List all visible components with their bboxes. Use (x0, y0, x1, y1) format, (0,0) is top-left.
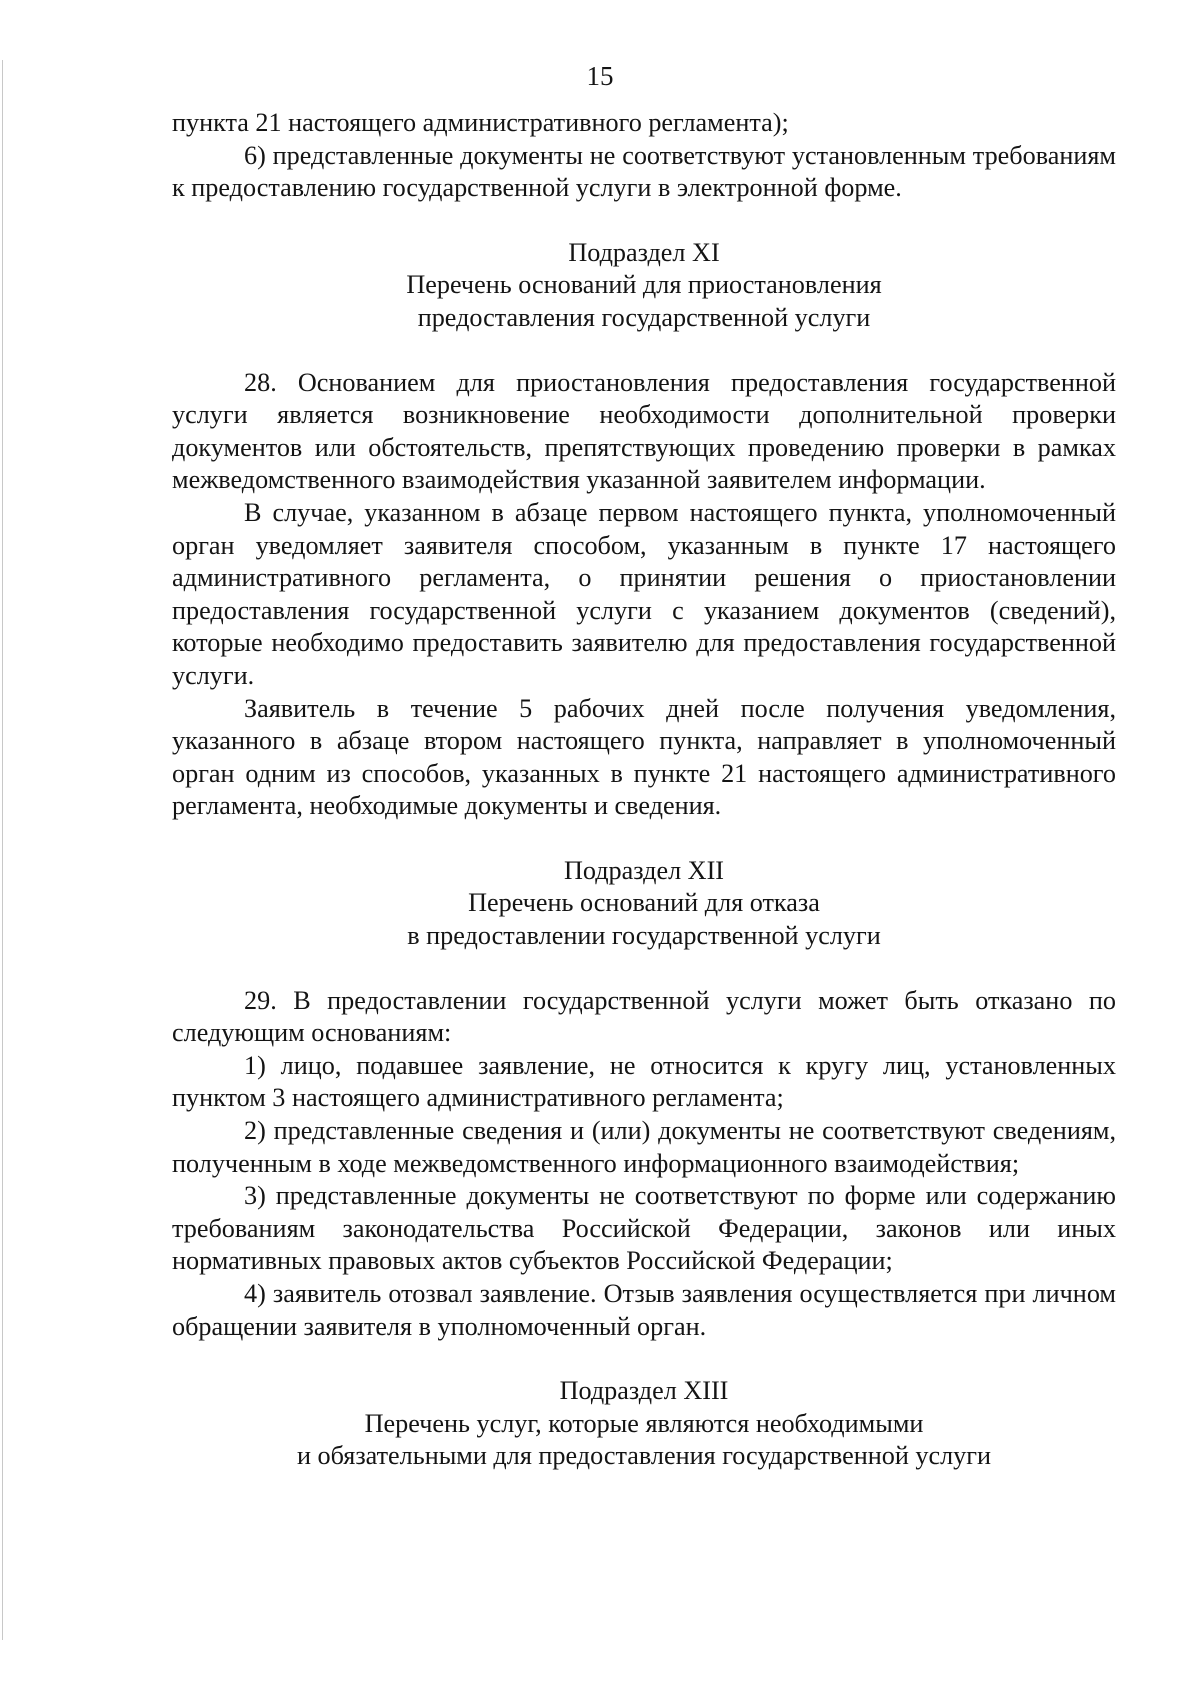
paragraph-28: 28. Основанием для приостановления предоставления государственной услуги является возникновение необходимости дополнительной проверки документов или обстоятельств, препятствующих проведению проверки в рамках межведомственного взаимодействия указанной заявителем информации. (172, 367, 1116, 495)
subsection-number: Подраздел XIII (559, 1376, 729, 1406)
list-item-1: 1) лицо, подавшее заявление, не относится к кругу лиц, установленных пунктом 3 настоящего административного регламента; (172, 1050, 1116, 1113)
page-edge-line (2, 60, 3, 1640)
subsection-heading-xii (172, 855, 1116, 953)
subsection-heading-xiii (172, 1375, 1116, 1473)
paragraph-28-part-2: В случае, указанном в абзаце первом настоящего пункта, уполномоченный орган уведомляет заявителя способом, указанным в пункте 17 настоящего административного регламента, о принятии решения о приостановлении предоставления государственной услуги с указанием документов (сведений), которые необходимо предоставить заявителю для предоставления государственной услуги. (172, 497, 1116, 690)
subsection-title-line: Перечень оснований для отказа (468, 888, 820, 918)
paragraph-continuation: пункта 21 настоящего административного регламента); (172, 108, 789, 137)
document-body (172, 107, 1116, 1473)
paragraph-28-part-3: Заявитель в течение 5 рабочих дней после получения уведомления, указанного в абзаце втором настоящего пункта, направляет в уполномоченный орган одним из способов, указанных в пункте 21 настоящего административного регламента, необходимые документы и сведения. (172, 693, 1116, 821)
list-item-4: 4) заявитель отозвал заявление. Отзыв заявления осуществляется при личном обращении заявителя в уполномоченный орган. (172, 1279, 1116, 1341)
subsection-number: Подраздел XII (563, 855, 725, 885)
list-item-3: 3) представленные документы не соответствуют по форме или содержанию требованиям законодательства Российской Федерации, законов или иных нормативных правовых актов субъектов Российской Федерации; (172, 1181, 1116, 1276)
subsection-title-line: Перечень оснований для приостановления (406, 270, 882, 300)
subsection-number: Подраздел XI (568, 237, 720, 267)
subsection-title-line: и обязательными для предоставления государственной услуги (296, 1441, 992, 1471)
subsection-title-line: предоставления государственной услуги (417, 302, 871, 332)
page-number: 15 (586, 61, 614, 91)
list-item-2: 2) представленные сведения и (или) документы не соответствуют сведениям, полученным в ходе межведомственного информационного взаимодействия; (172, 1116, 1116, 1178)
subsection-title-line: Перечень услуг, которые являются необходимыми (364, 1408, 924, 1438)
paragraph-29: 29. В предоставлении государственной услуги может быть отказано по следующим основаниям: (172, 985, 1116, 1048)
list-item-6: 6) представленные документы не соответствуют установленным требованиям к предоставлению государственной услуги в электронной форме. (172, 140, 1116, 203)
subsection-title-line: в предоставлении государственной услуги (407, 921, 881, 951)
subsection-heading-xi (172, 237, 1116, 335)
